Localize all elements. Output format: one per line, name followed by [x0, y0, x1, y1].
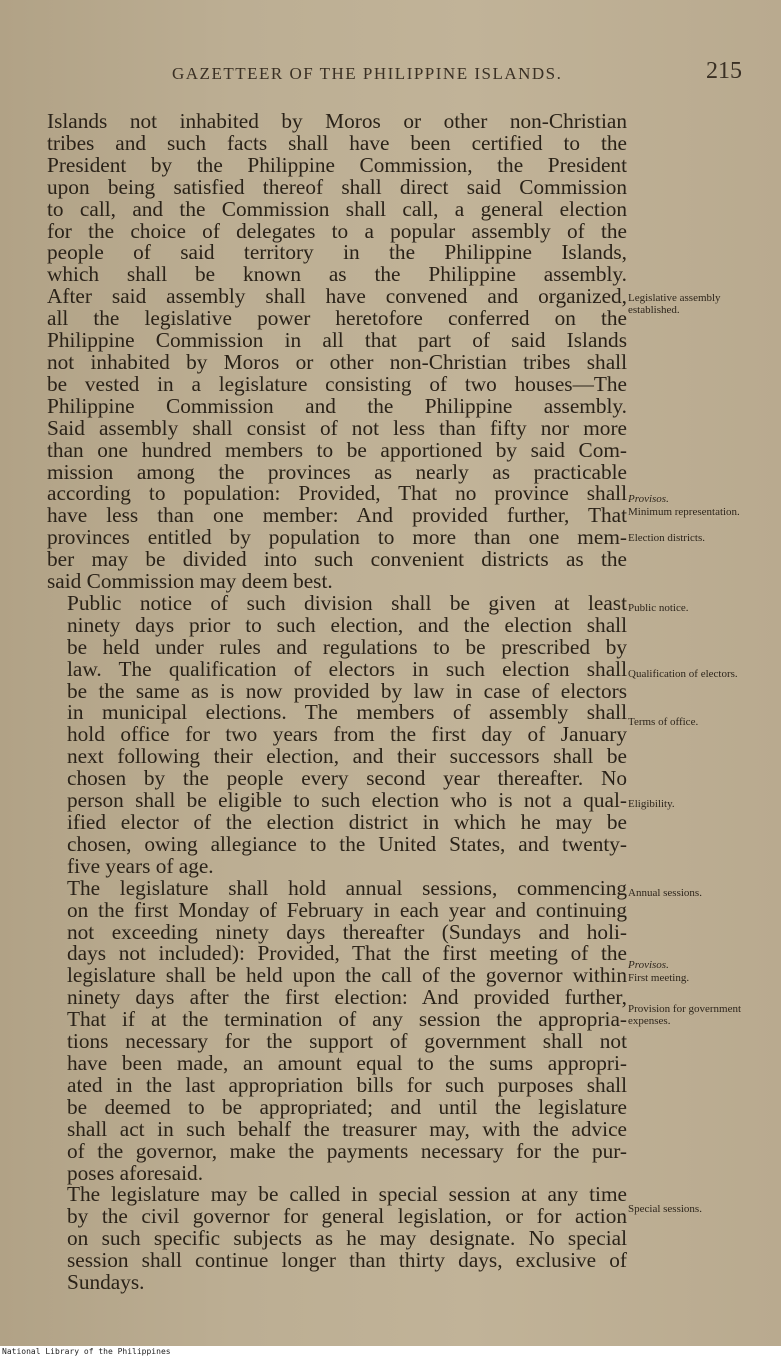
text-line: tribes and such facts shall have been certified to the	[47, 130, 627, 155]
text-line: have less than one member: And provided further, That	[47, 503, 627, 528]
footer-credit: National Library of the Philippines	[0, 1346, 781, 1358]
text-line: upon being satisfied thereof shall direct said Commission	[47, 174, 627, 199]
text-line: legislature shall be held upon the call of the governor within	[67, 963, 627, 988]
text-line: Said assembly shall consist of not less than fifty nor more	[47, 415, 627, 440]
text-line: have been made, an amount equal to the sums appropri-	[67, 1050, 627, 1075]
text-line: shall act in such behalf the treasurer may, with the advice	[67, 1116, 627, 1141]
text-line: for the choice of delegates to a popular assembly of the	[47, 218, 627, 243]
margin-note: Provisos.	[628, 959, 669, 971]
text-line: days not included): Provided, That the first meeting of the	[67, 941, 627, 966]
text-line: not inhabited by Moros or other non-Christian tribes shall	[47, 349, 627, 374]
text-line: be vested in a legislature consisting of two houses—The	[47, 371, 627, 396]
text-line: President by the Philippine Commission, the President	[47, 152, 627, 177]
page-number: 215	[706, 58, 742, 84]
text-line: mission among the provinces as nearly as practicable	[47, 459, 627, 484]
text-line: ninety days after the first election: And provided further,	[67, 985, 627, 1010]
margin-note: Legislative assembly established.	[628, 292, 721, 316]
text-line: by the civil governor for general legislation, or for action	[67, 1204, 627, 1229]
text-line: Sundays.	[67, 1270, 145, 1295]
text-line: ninety days prior to such election, and the election shall	[67, 612, 627, 637]
text-line: person shall be eligible to such election who is not a qual-	[67, 788, 627, 813]
text-line: next following their election, and their successors shall be	[67, 744, 627, 769]
text-line: which shall be known as the Philippine assembly.	[47, 262, 627, 287]
margin-note: Eligibility.	[628, 798, 675, 810]
text-line: on such specific subjects as he may designate. No special	[67, 1226, 627, 1251]
text-line: not exceeding ninety days thereafter (Sundays and holi-	[67, 919, 627, 944]
body-text	[47, 111, 627, 1294]
text-line: according to population: Provided, That no province shall	[47, 481, 627, 506]
text-line: law. The qualification of electors in such election shall	[67, 656, 627, 681]
text-line: be deemed to be appropriated; and until the legislature	[67, 1094, 627, 1119]
text-line: session shall continue longer than thirty days, exclusive of	[67, 1248, 627, 1273]
paragraph-1	[47, 111, 627, 593]
text-line: ified elector of the election district in which he may be	[67, 810, 627, 834]
text-line: That if at the termination of any session the appropria-	[67, 1007, 627, 1032]
text-line: be the same as is now provided by law in case of electors	[67, 678, 627, 703]
text-line: five years of age.	[67, 853, 214, 878]
text-line: said Commission may deem best.	[47, 569, 333, 594]
text-line: Public notice of such division shall be given at least	[67, 590, 627, 615]
text-line: Philippine Commission in all that part of said Islands	[47, 328, 627, 353]
paragraph-4	[47, 1184, 627, 1294]
margin-note: Minimum representation.	[628, 506, 740, 518]
text-line: poses aforesaid.	[67, 1160, 204, 1185]
margin-note: Election districts.	[628, 532, 705, 544]
margin-note: Terms of office.	[628, 716, 699, 728]
text-line: hold office for two years from the first day of January	[67, 722, 627, 747]
margin-note: First meeting.	[628, 972, 690, 984]
text-line: tions necessary for the support of government shall not	[67, 1029, 627, 1054]
text-line: on the first Monday of February in each year and continuing	[67, 897, 627, 922]
paragraph-2	[47, 590, 627, 878]
text-line: of the governor, make the payments necessary for the pur-	[67, 1138, 627, 1163]
text-line: chosen, owing allegiance to the United States, and twenty-	[67, 831, 627, 856]
margin-note: Provision for government expenses.	[628, 1003, 742, 1027]
text-line: be held under rules and regulations to be prescribed by	[67, 634, 627, 659]
text-line: Islands not inhabited by Moros or other non-Christian	[47, 109, 627, 133]
text-line: people of said territory in the Philippine Islands,	[47, 240, 627, 265]
text-line: After said assembly shall have convened and organized,	[47, 284, 627, 309]
margin-note: Provisos.	[628, 493, 669, 505]
margin-note: Special sessions.	[628, 1203, 702, 1215]
text-line: Philippine Commission and the Philippine assembly.	[47, 393, 627, 418]
text-line: all the legislative power heretofore conferred on the	[47, 306, 627, 331]
margin-note: Qualification of electors.	[628, 668, 738, 680]
paragraph-3	[47, 875, 627, 1185]
text-line: provinces entitled by population to more than one mem-	[47, 525, 627, 550]
running-header: GAZETTEER OF THE PHILIPPINE ISLANDS.	[172, 64, 563, 83]
margin-note: Annual sessions.	[628, 887, 702, 899]
text-line: chosen by the people every second year thereafter. No	[67, 766, 627, 791]
text-line: The legislature shall hold annual sessions, commencing	[67, 875, 627, 900]
margin-note: Public notice.	[628, 602, 689, 614]
text-line: ber may be divided into such convenient districts as the	[47, 547, 627, 572]
text-line: to call, and the Commission shall call, a general election	[47, 196, 627, 221]
text-line: than one hundred members to be apportioned by said Com-	[47, 437, 627, 462]
text-line: The legislature may be called in special session at any time	[67, 1182, 627, 1207]
text-line: in municipal elections. The members of assembly shall	[67, 700, 627, 725]
text-line: ated in the last appropriation bills for such purposes shall	[67, 1072, 627, 1097]
